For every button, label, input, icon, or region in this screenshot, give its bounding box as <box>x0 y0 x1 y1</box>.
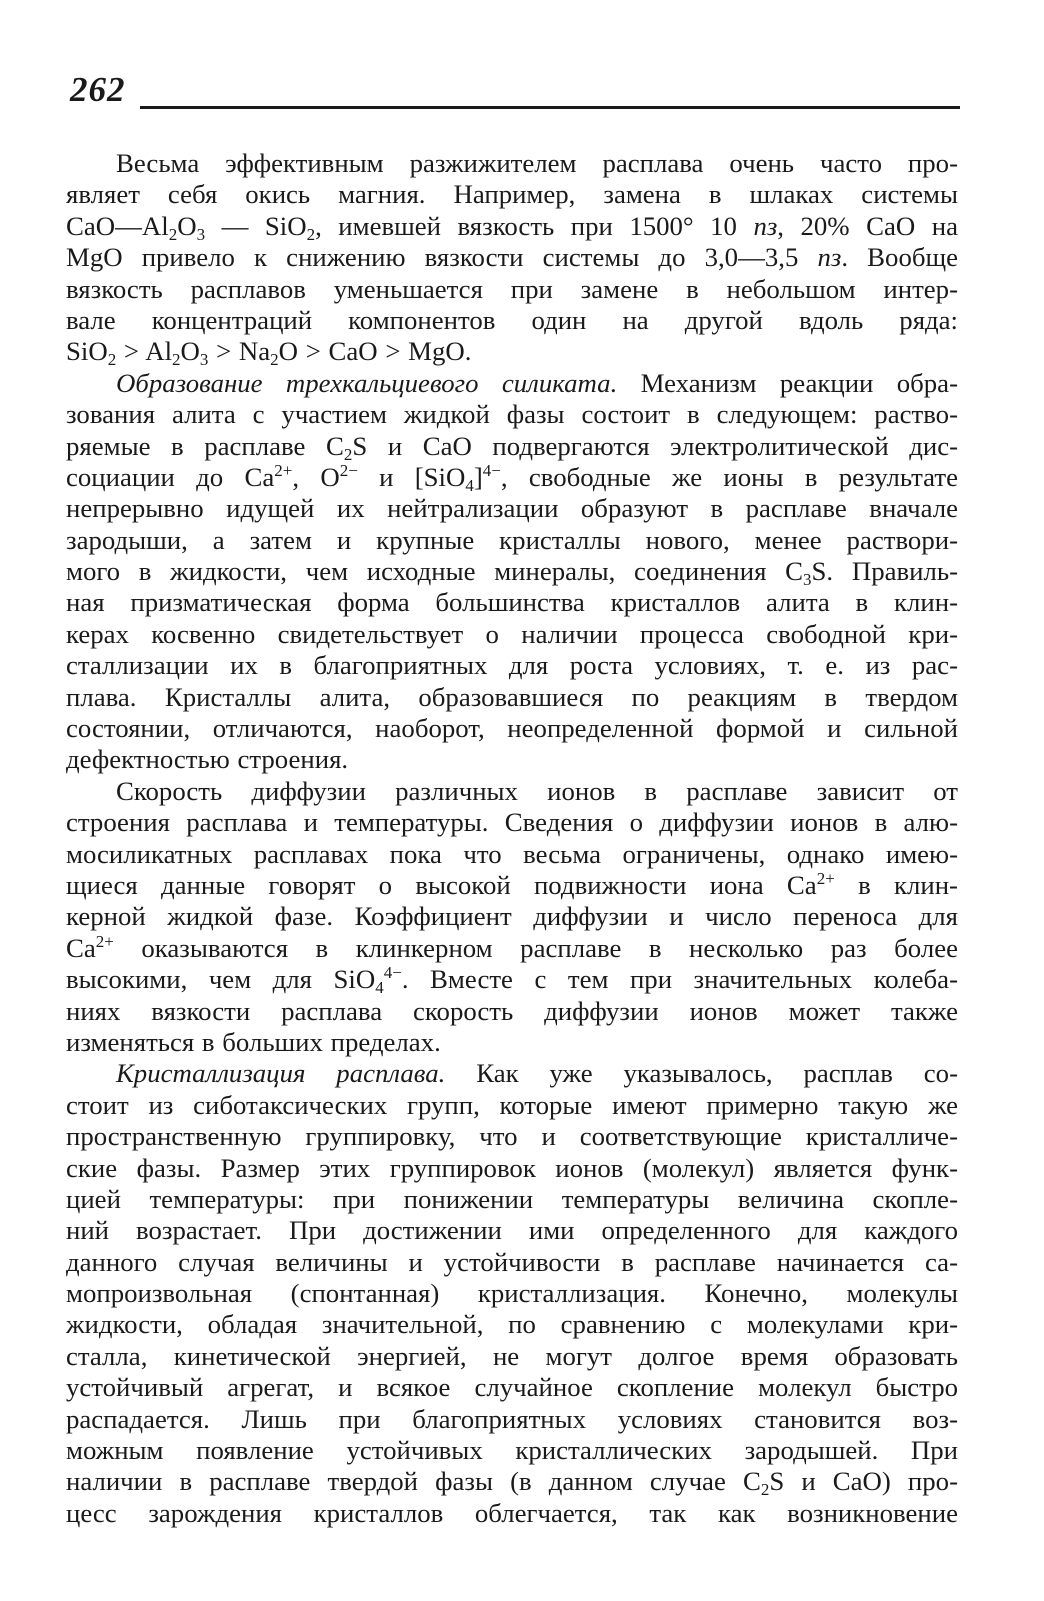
text-run: цесс зарождения кристаллов облегчается, так как возникновение <box>66 1497 958 1528</box>
subscript: 2 <box>760 1480 770 1500</box>
text-run: в клин- <box>834 869 958 900</box>
text-run: состоянии, отличаются, наоборот, неопределенной формой и сильной <box>66 713 958 744</box>
text-line <box>66 713 958 744</box>
text-line <box>66 776 958 807</box>
text-run: SiO <box>66 336 108 367</box>
text-line <box>66 807 958 838</box>
text-line <box>66 619 958 650</box>
text-run: дефектностью строения. <box>66 744 349 775</box>
text-run: вязкость расплавов уменьшается при замене в небольшом интер- <box>66 273 958 304</box>
text-run: стоит из сиботаксических групп, которые имеют примерно такую же <box>66 1089 958 1120</box>
subscript: 4 <box>465 475 474 495</box>
italic-run: пз <box>817 242 842 273</box>
text-line <box>66 682 958 713</box>
superscript: 4− <box>383 963 402 983</box>
text-run: O > CaO > MgO. <box>278 336 472 367</box>
italic-run: Кристаллизация расплава. <box>116 1058 446 1089</box>
text-run: и [SiO <box>357 461 466 492</box>
text-line <box>66 368 958 399</box>
text-line <box>66 148 958 179</box>
text-line <box>66 1341 958 1372</box>
text-run: O <box>177 210 197 241</box>
text-run: > Na <box>208 336 271 367</box>
text-run: изменяться в больших пределах. <box>66 1026 441 1057</box>
text-run: являет себя окись магния. Например, замена в шлаках системы <box>66 179 958 210</box>
italic-run: пз <box>753 210 778 241</box>
text-run: , 20% CaO на <box>777 210 958 241</box>
superscript: 2+ <box>274 460 293 480</box>
body-text <box>66 148 958 1529</box>
text-line <box>66 431 958 462</box>
subscript: 2 <box>172 350 181 370</box>
text-line <box>66 963 958 998</box>
text-line <box>66 870 958 901</box>
text-run: наличии в расплаве твердой фазы (в данном случае C <box>66 1466 761 1497</box>
text-line <box>66 1435 958 1466</box>
text-run: Ca <box>66 932 96 963</box>
text-run: устойчивый агрегат, и всякое случайное скопление молекул быстро <box>66 1372 958 1403</box>
subscript: 3 <box>199 350 209 370</box>
text-line <box>66 1215 958 1246</box>
text-line <box>66 242 958 273</box>
text-run: керах косвенно свидетельствует о наличии процесса свободной кри- <box>66 618 958 649</box>
text-line <box>66 1247 958 1278</box>
text-line <box>66 1498 958 1529</box>
text-run: ские фазы. Размер этих группировок ионов (молекул) является функ- <box>66 1152 958 1183</box>
subscript: 2 <box>107 350 117 370</box>
text-run: цией температуры: при понижении температуры величина скопле- <box>66 1183 958 1214</box>
text-run: распадается. Лишь при благоприятных условиях становится воз- <box>66 1403 958 1434</box>
text-line <box>66 493 958 524</box>
text-run: оказываются в клинкерном расплаве в несколько раз более <box>113 932 958 963</box>
text-run: непрерывно идущей их нейтрализации образуют в расплаве вначале <box>66 493 958 524</box>
text-run: пространственную группировку, что и соответствующие кристалличе- <box>66 1121 958 1152</box>
text-line <box>66 901 958 932</box>
text-run: CaO—Al <box>66 210 169 241</box>
italic-run: Образование трехкальциевого силиката. <box>116 367 618 398</box>
text-run: социации до Ca <box>66 461 275 492</box>
text-run: Скорость диффузии различных ионов в расплаве зависит от <box>116 775 958 806</box>
text-run: — SiO <box>205 210 307 241</box>
text-line <box>66 179 958 210</box>
text-run: , O <box>292 461 340 492</box>
subscript: 4 <box>375 978 384 998</box>
text-line <box>66 744 958 775</box>
text-run: ряемые в расплаве C <box>66 430 344 461</box>
text-run: ] <box>473 461 483 492</box>
header-rule <box>140 106 960 109</box>
text-run: вале концентраций компонентов один на другой вдоль ряда: <box>66 304 958 335</box>
text-line <box>66 556 958 590</box>
text-run: строения расплава и температуры. Сведения о диффузии ионов в алю- <box>66 807 958 838</box>
text-run: , имевшей вязкость при 1500° 10 <box>315 210 754 241</box>
superscript: 2− <box>339 460 358 480</box>
text-run: высокими, чем для SiO <box>66 964 376 995</box>
text-line <box>66 1309 958 1340</box>
text-run: ная призматическая форма большинства кристаллов алита в клин- <box>66 587 958 618</box>
text-run: Механизм реакции обра- <box>617 367 958 398</box>
subscript: 3 <box>803 570 812 590</box>
text-run: . Вместе с тем при значительных колеба- <box>401 964 958 995</box>
text-run: зародыши, а затем и крупные кристаллы нового, менее раствори- <box>66 524 958 555</box>
text-run: S. Правиль- <box>811 556 958 587</box>
page-header <box>70 70 960 110</box>
text-line <box>66 1058 958 1089</box>
text-run: S и CaO подвергаются электролитической дис- <box>352 430 959 461</box>
text-run: данного случая величины и устойчивости в расплаве начинается са- <box>66 1246 958 1277</box>
text-run: зования алита с участием жидкой фазы состоит в следующем: раство- <box>66 399 958 430</box>
text-line <box>66 525 958 556</box>
text-run: ний возрастает. При достижении ими определенного для каждого <box>66 1215 958 1246</box>
text-run: мого в жидкости, чем исходные минералы, соединения C <box>66 556 804 587</box>
text-run: Весьма эффективным разжижителем расплава очень часто про- <box>116 148 958 178</box>
text-line <box>66 1184 958 1215</box>
text-line <box>66 933 958 964</box>
text-run: . Вообще <box>841 242 959 273</box>
text-run: мосиликатных расплавах пока что весьма ограничены, однако имею- <box>66 838 958 869</box>
text-line <box>66 1404 958 1435</box>
text-run: S и CaO) про- <box>769 1466 958 1497</box>
subscript: 2 <box>306 224 316 244</box>
superscript: 4− <box>482 460 501 480</box>
subscript: 2 <box>270 350 279 370</box>
subscript: 2 <box>168 224 178 244</box>
text-line <box>66 650 958 681</box>
text-run: MgO привело к снижению вязкости системы до 3,0—3,5 <box>66 242 818 273</box>
text-line <box>66 839 958 870</box>
text-run: сталлизации их в благоприятных для роста условиях, т. е. из рас- <box>66 650 958 681</box>
text-run: Как уже указывалось, расплав со- <box>445 1058 958 1089</box>
text-run: , свободные же ионы в результате <box>500 461 958 492</box>
text-line <box>66 1090 958 1121</box>
page-number: 262 <box>70 70 126 109</box>
text-run: можным появление устойчивых кристаллических зародышей. При <box>66 1435 958 1466</box>
text-run: жидкости, обладая значительной, по сравнению с молекулами кри- <box>66 1309 958 1340</box>
text-run: > Al <box>116 336 173 367</box>
text-run: мопроизвольная (спонтанная) кристаллизация. Конечно, молекулы <box>66 1278 958 1309</box>
text-line <box>66 462 958 493</box>
superscript: 2+ <box>816 868 835 888</box>
text-run: плава. Кристаллы алита, образовавшиеся по реакциям в твердом <box>66 681 958 712</box>
subscript: 2 <box>343 444 353 464</box>
text-line <box>66 587 958 618</box>
text-line <box>66 336 958 370</box>
text-line <box>66 1153 958 1184</box>
text-line <box>66 1372 958 1403</box>
text-line <box>66 211 958 242</box>
superscript: 2+ <box>95 931 114 951</box>
text-run: керной жидкой фазе. Коэффициент диффузии и число переноса для <box>66 901 958 932</box>
text-line <box>66 399 958 430</box>
text-run: щиеся данные говорят о высокой подвижности иона Ca <box>66 869 817 900</box>
text-run: сталла, кинетической энергией, не могут долгое время образовать <box>66 1340 958 1371</box>
text-line <box>66 1466 958 1500</box>
text-run: O <box>180 336 200 367</box>
subscript: 3 <box>196 224 206 244</box>
text-line <box>66 1121 958 1152</box>
text-line <box>66 274 958 305</box>
text-line <box>66 996 958 1027</box>
text-line <box>66 1278 958 1309</box>
text-run: ниях вязкости расплава скорость диффузии ионов может также <box>66 995 958 1026</box>
text-line <box>66 305 958 336</box>
text-line <box>66 1027 958 1058</box>
